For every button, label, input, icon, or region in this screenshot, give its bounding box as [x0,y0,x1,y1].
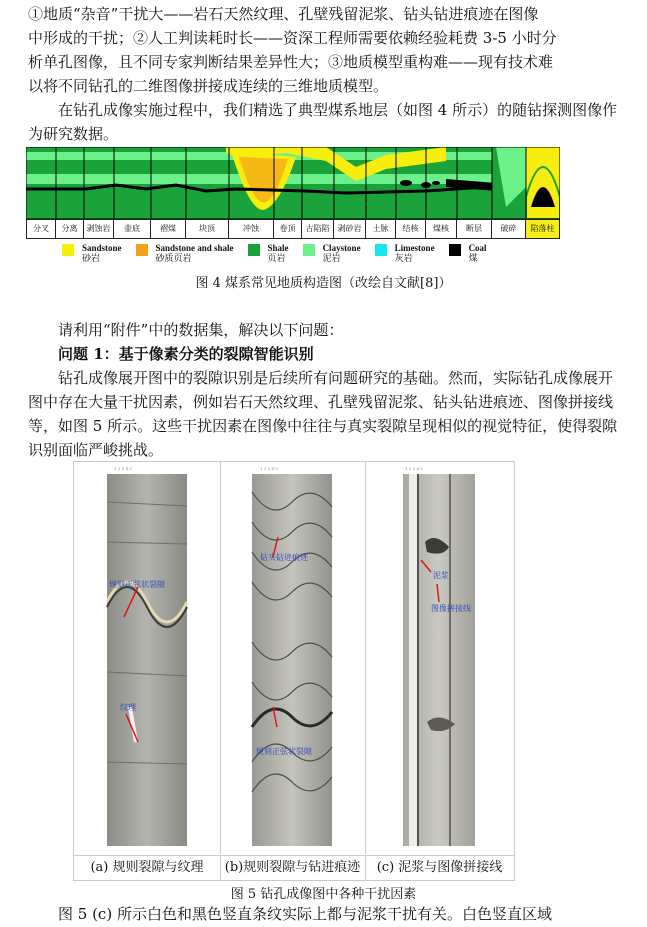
legend-en: Shale [267,243,289,253]
svg-text:1 2 3 4 5: 1 2 3 4 5 [114,466,132,471]
structure-label: 块顶 [186,219,229,239]
intro-paragraph [28,2,620,146]
structure-label: 剥蚀岩 [84,219,114,239]
structure-label: 卷顶 [274,219,302,239]
intro-line: 析单孔图像，且不同专家判断结果差异性大；③地质模型重构难——现有技术难 [28,53,554,71]
legend-zh: 页岩 [267,254,286,264]
structure-label: 古陷陷 [302,219,334,239]
legend-en: Coal [468,243,487,253]
research-data-paragraph: 在钻孔成像实施过程中，我们精选了典型煤系地层（如图 4 所示）的随钻探测图像作为研究数据。 [28,101,618,143]
intro-line: 中形成的干扰；②人工判读耗时长——资深工程师需要依赖经验耗费 3-5 小时分 [28,29,557,47]
intro-line: 以将不同钻孔的二维图像拼接成连续的三维地质模型。 [28,77,389,95]
legend-zh: 砂岩 [82,254,101,264]
annotation-label: 图像拼接线 [431,604,471,613]
rock-legend [62,243,501,265]
figure-5c-explanation: 图 5 (c) 所示白色和黑色竖直条纹实际上都与泥浆干扰有关。白色竖直区域 [58,905,552,923]
closing-paragraph [28,902,620,926]
subcaption-c: (c) 泥浆与图像拼接线 [365,855,514,880]
structure-label: 冲蚀 [229,219,274,239]
svg-text:1 2 3 4 5: 1 2 3 4 5 [405,466,423,471]
structure-label: 土脉 [366,219,396,239]
borehole-image-b [220,462,365,854]
structure-label: 分离 [56,219,84,239]
structure-label: 剥砂岩 [334,219,366,239]
legend-en: Sandstone and shale [155,243,234,253]
problem-1-heading: 问题 1：基于像素分类的裂隙智能识别 [58,345,314,363]
subcaption-b: (b)规则裂隙与钻进痕迹 [220,855,366,880]
legend-zh: 泥岩 [322,254,341,264]
legend-swatch [62,244,74,256]
structure-label: 煤核 [426,219,457,239]
figure-4-caption: 图 4 煤系常见地质构造图（改绘自文献[8]） [195,276,452,291]
annotation-label: 钻头钻进痕迹 [260,553,308,562]
legend-zh: 灰岩 [394,254,413,264]
structure-label: 分叉 [26,219,56,239]
legend-en: Claystone [322,243,361,253]
legend-item [449,243,487,265]
structure-label: 结核 [396,219,426,239]
structure-label: 破碎 [492,219,526,239]
legend-item [248,243,289,265]
structure-label: 陷落柱 [526,219,560,239]
borehole-image-c [365,462,514,854]
panel-a [74,462,221,854]
legend-swatch [449,244,461,256]
legend-item [62,243,122,265]
figure-5-caption: 图 5 钻孔成像图中各种干扰因素 [230,887,417,902]
legend-swatch [375,244,387,256]
interference-figure [73,461,515,881]
intro-line: ①地质“杂音”干扰大——岩石天然纹理、孔壁残留泥浆、钻头钻进痕迹在图像 [28,5,539,23]
legend-zh: 砂质页岩 [155,254,192,264]
legend-en: Limestone [394,243,435,253]
panel-c [365,462,514,854]
dataset-instruction: 请利用“附件”中的数据集，解决以下问题： [58,321,344,339]
legend-item [375,243,435,265]
annotation-label: 规则正弦状裂隙 [109,580,165,589]
borehole-image-a [74,462,220,854]
panel-b [220,462,366,854]
annotation-label: 泥浆 [433,571,449,580]
structure-label-row [26,219,560,239]
subcaption-a: (a) 规则裂隙与纹理 [74,855,221,880]
legend-swatch [248,244,260,256]
structure-label: 壶底 [114,219,151,239]
annotation-label: 规则正弦状裂隙 [256,747,312,756]
legend-en: Sandstone [82,243,122,253]
svg-text:1 2 3 4 5: 1 2 3 4 5 [260,466,278,471]
structure-label: 褶煤 [151,219,186,239]
legend-zh: 煤 [468,254,478,264]
legend-swatch [136,244,148,256]
structure-label: 断层 [457,219,492,239]
legend-item [136,243,234,265]
problem-section [28,318,620,462]
annotation-label: 纹理 [120,703,136,712]
problem-1-description: 钻孔成像展开图中的裂隙识别是后续所有问题研究的基础。然而，实际钻孔成像展开图中存在大量干扰因素，例如岩石天然纹理、孔壁残留泥浆、钻头钻进痕迹、图像拼接线等，如图 5 所示。这些干扰因素在图像中往往与真实裂隙呈现相似的视觉特征，使得裂隙识别面临严峻挑战。 [28,369,618,459]
legend-item [303,243,361,265]
legend-swatch [303,244,315,256]
